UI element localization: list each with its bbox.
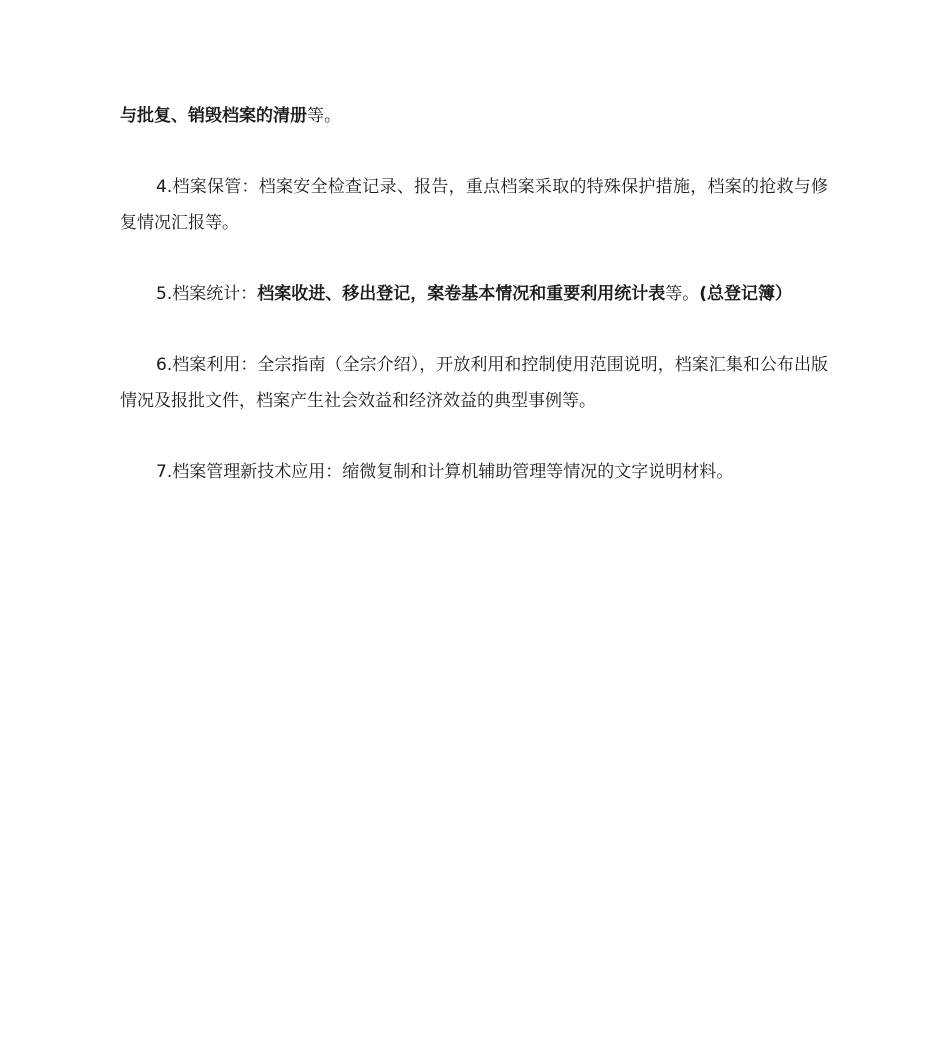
text-bold-segment: (总登记簿） [699, 284, 793, 304]
text-segment: 5.档案统计： [156, 284, 258, 304]
text-bold-segment: 档案收进、移出登记，案卷基本情况和重要利用统计表 [257, 284, 666, 304]
text-segment: 7.档案管理新技术应用：缩微复制和计算机辅助管理等情况的文字说明材料。 [156, 462, 734, 482]
paragraph-archive-custody [120, 169, 828, 241]
text-segment: 6.档案利用：全宗指南（全宗介绍），开放利用和控制使用范围说明，档案汇集和公布出版情况及报批文件，档案产生社会效益和经济效益的典型事例等。 [120, 355, 828, 411]
paragraph-new-technology [120, 454, 828, 490]
paragraph-archive-statistics [120, 276, 828, 312]
text-segment: 等。 [665, 284, 700, 304]
document-body [120, 98, 828, 525]
text-segment: 4.档案保管：档案安全检查记录、报告，重点档案采取的特殊保护措施，档案的抢救与修复情况汇报等。 [120, 177, 828, 233]
text-bold-segment: 与批复、销毁档案的清册 [120, 106, 307, 126]
text-segment: 等。 [307, 106, 341, 126]
paragraph-archive-utilization [120, 347, 828, 419]
paragraph-continuation [120, 98, 828, 134]
